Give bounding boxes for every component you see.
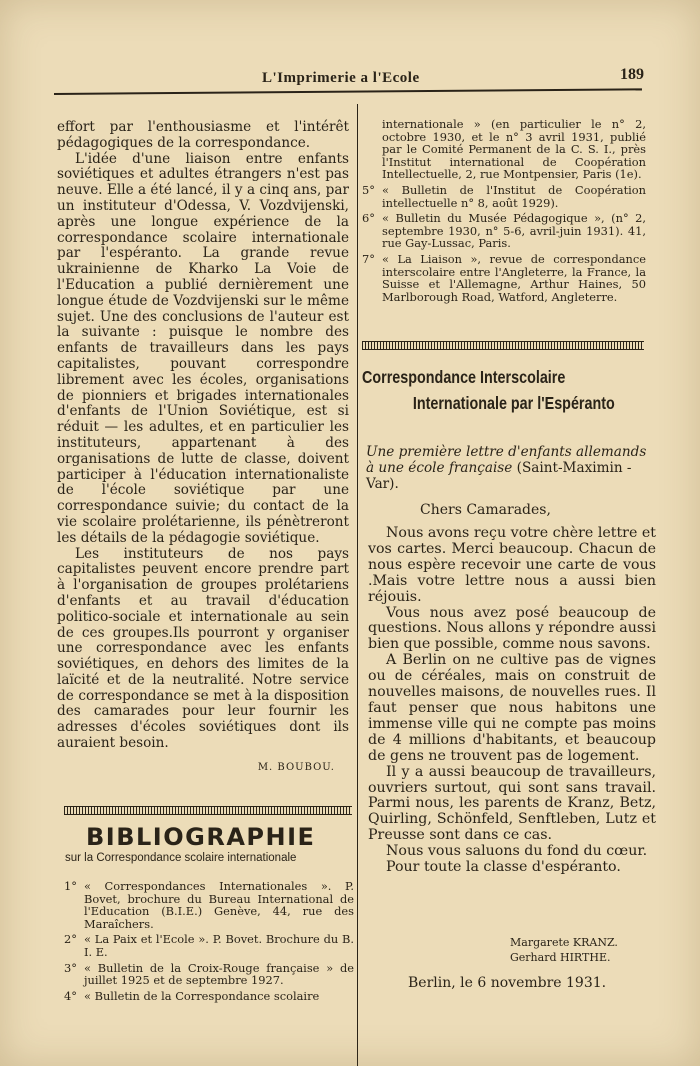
bibliography-item: [64, 933, 354, 958]
signer-name: Gerhard HIRTHE.: [510, 951, 611, 964]
bibliography-item: [362, 184, 646, 209]
item-number: 2°: [64, 932, 77, 947]
item-text: « Bulletin de la Croix-Rouge française » de juillet 1925 et de septembre 1927.: [84, 960, 354, 988]
intro-place: (Saint-Maximin - Var).: [366, 460, 632, 492]
paragraph: Pour toute la classe d'espéranto.: [386, 859, 621, 876]
item-number: 6°: [362, 211, 375, 226]
paragraph: Nous avons reçu votre chère lettre et vos cartes. Merci beaucoup. Chacun de nous espère recevoir une carte de vous .Mais votre lettre nous a aussi bien réjouis.: [368, 525, 656, 605]
article-intro: [366, 444, 648, 492]
ornamental-rule: [64, 806, 352, 815]
item-text: « Bulletin du Musée Pédagogique », (n° 2, septembre 1930, n° 5-6, avril-juin 1931). 41, rue Gay-Lussac, Paris.: [382, 211, 646, 251]
paragraph: L'idée d'une liaison entre enfants soviétiques et adultes étrangers n'est pas neuve. Elle a été lancé, il y a cinq ans, par un instituteur d'Odessa, V. Vozdvijenski, après une longue expérience de la correspondance scolaire internationale par l'espéranto. La grande revue ukrainienne de Kharko La Voie de l'Education a publié dernièrement une longue étude de Vozdvijenski sur le même sujet. Une des conclusions de l'auteur est la suivante : puisque le nombre des enfants de travailleurs dans les pays capitalistes, pouvant correspondre librement avec les écoles, organisations de pionniers et brigades internationales d'enfants de l'Union Soviétique, est si réduit — les adultes, et en particulier les instituteurs, appartenant à des organisations de lutte de classe, doivent participer à l'éducation internationaliste de l'école soviétique par une correspondance suivie; du contact de la vie scolaire prolétarienne, ils pénètreront les détails de la pédagogie soviétique.: [57, 150, 349, 546]
header-rule: [54, 88, 642, 95]
article-title-line: Internationale par l'Espéranto: [412, 393, 615, 413]
letter-body: [368, 526, 656, 876]
item-text: « La Paix et l'Ecole ». P. Bovet. Brochure du B. I. E.: [84, 932, 354, 959]
letter-signers: [510, 935, 618, 965]
item-number: 4°: [64, 988, 77, 1003]
intro-italic: Une première lettre d'enfants allemands à une école française: [366, 444, 647, 476]
item-number: 3°: [64, 960, 77, 975]
column-divider: [357, 104, 358, 1066]
running-header: L'Imprimerie a l'Ecole: [262, 70, 420, 86]
left-column-text: [57, 120, 349, 776]
item-text: « La Liaison », revue de correspondance interscolaire entre l'Angleterre, la France, la Suisse et l'Allemagne, Arthur Haines, 50 Marlborough Road, Watford, Angleterre.: [382, 251, 646, 304]
item-text: internationale » (en particulier le n° 2, octobre 1930, et le n° 3 avril 1931, publié par le Comité Permanent de la C. S. I., près l'Institut international de Coopération Intellectuelle, 2, rue Montpensier, Paris (1e).: [382, 117, 646, 182]
bibliography-title: BIBLIOGRAPHIE: [86, 823, 316, 851]
article-title: [362, 364, 647, 416]
bibliography-item: [362, 253, 646, 303]
item-number: 7°: [362, 251, 375, 266]
paragraph: Vous nous avez posé beaucoup de questions. Nous allons y répondre aussi bien que possible, comme nous savons.: [368, 604, 656, 653]
item-number: 5°: [362, 182, 375, 197]
bibliography-item: [64, 990, 354, 1003]
bibliography-item: [362, 212, 646, 250]
paragraph: effort par l'enthousiasme et l'intérêt pédagogiques de la correspondance.: [57, 119, 349, 151]
bibliography-subtitle: sur la Correspondance scolaire internationale: [65, 852, 297, 864]
item-text: « Bulletin de la Correspondance scolaire: [84, 988, 320, 1003]
bibliography-list: [64, 880, 354, 1005]
bibliography-continued-list: [362, 118, 646, 306]
paragraph: A Berlin on ne cultive pas de vignes ou de céréales, mais on construit de nouvelles maisons, de nouvelles rues. Il faut penser que nous habitons une immense ville qui ne compte pas moins de 4 millions d'habitants, et beaucoup de gens ne trouvent pas de logement.: [368, 652, 656, 764]
bibliography-item: [362, 118, 646, 181]
signer-name: Margarete KRANZ.: [510, 936, 618, 949]
page-number: 189: [620, 66, 644, 83]
paragraph: Les instituteurs de nos pays capitalistes peuvent encore prendre part à l'organisation de groupes prolétariens d'enfants et au travail d'éducation politico-sociale et internationale au sein de ces groupes.Ils pourront y organiser une correspondance avec les enfants soviétiques, en dehors des limites de la laïcité et de la neutralité. Notre service de correspondance se met à la disposition des camarades pour leur fournir les adresses d'écoles soviétiques dont ils auraient besoin.: [57, 545, 349, 752]
paragraph: Il y a aussi beaucoup de travailleurs, ouvriers surtout, qui sont sans travail. Parmi nous, les parents de Kranz, Betz, Quirling, Schönfeld, Senftleben, Lutz et Preusse sont dans ce cas.: [368, 763, 656, 844]
bibliography-item: [64, 962, 354, 987]
ornamental-rule: [362, 341, 644, 350]
item-number: 1°: [64, 879, 77, 893]
letter-date: Berlin, le 6 novembre 1931.: [408, 975, 607, 991]
article-title-line: Correspondance Interscolaire: [362, 367, 566, 387]
bibliography-item: [64, 880, 354, 930]
item-number: [362, 118, 382, 181]
author-signature: M. BOUBOU.: [257, 761, 335, 773]
letter-greeting: Chers Camarades,: [420, 502, 551, 518]
item-text: « Correspondances Internationales ». P. Bovet, brochure du Bureau International de l'Education (B.I.E.) Genève, 44, rue des Maraîchers.: [84, 879, 354, 931]
paragraph: Nous vous saluons du fond du cœur.: [386, 843, 648, 860]
item-text: « Bulletin de l'Institut de Coopération intellectuelle n° 8, août 1929).: [382, 182, 646, 210]
